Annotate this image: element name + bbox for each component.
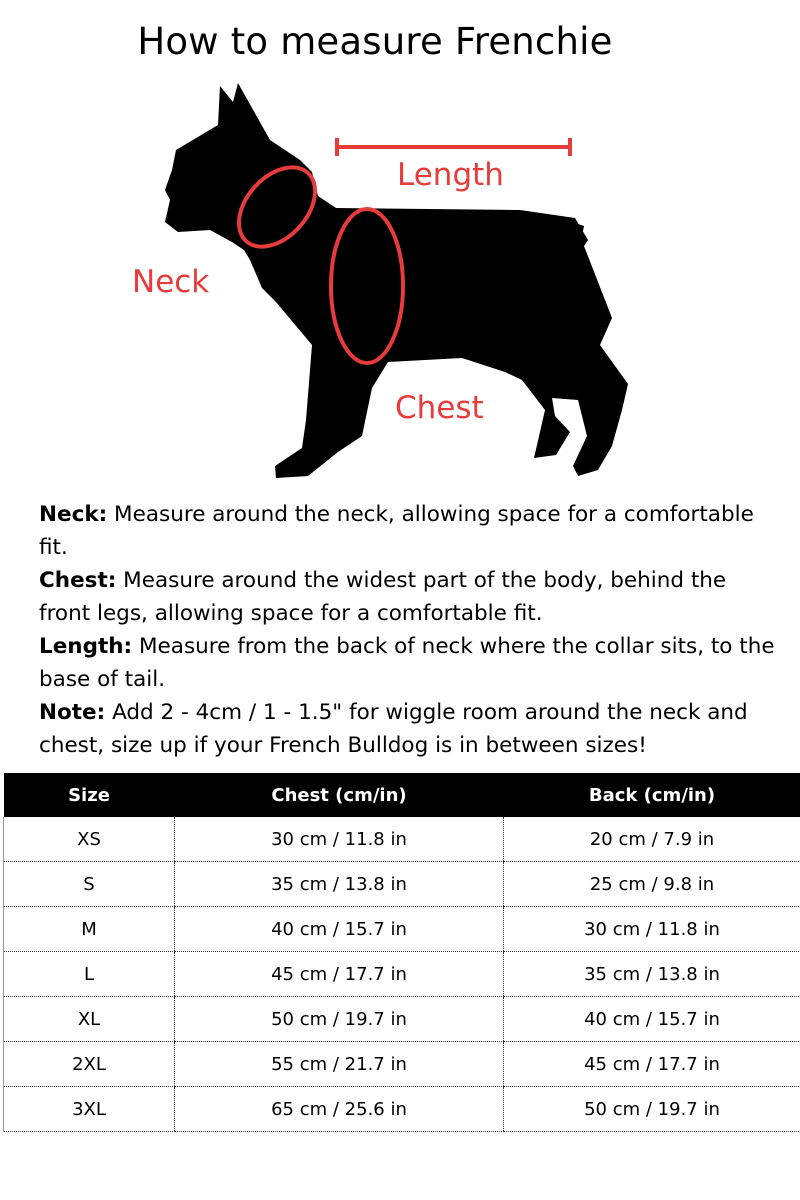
chest-cell: 30 cm / 11.8 in: [175, 817, 504, 862]
length-instruction: Length: Measure from the back of neck where the collar sits, to the base of tail.: [39, 634, 775, 692]
length-indicator: [337, 138, 570, 156]
chest-cell: 65 cm / 25.6 in: [175, 1087, 504, 1132]
chest-label: Chest: [395, 390, 484, 426]
size-cell: XS: [4, 817, 175, 862]
size-cell: 2XL: [4, 1042, 175, 1087]
header-back: Back (cm/in): [504, 773, 800, 817]
chest-cell: 50 cm / 19.7 in: [175, 997, 504, 1042]
size-cell: XL: [4, 997, 175, 1042]
header-chest: Chest (cm/in): [175, 773, 504, 817]
back-cell: 50 cm / 19.7 in: [504, 1087, 800, 1132]
chest-cell: 35 cm / 13.8 in: [175, 862, 504, 907]
table-row: [4, 817, 800, 862]
table-row: [4, 997, 800, 1042]
table-row: [4, 1087, 800, 1132]
size-cell: 3XL: [4, 1087, 175, 1132]
chest-cell: 40 cm / 15.7 in: [175, 907, 504, 952]
back-cell: 40 cm / 15.7 in: [504, 997, 800, 1042]
table-row: [4, 907, 800, 952]
length-label: Length: [397, 157, 504, 193]
chest-cell: 55 cm / 21.7 in: [175, 1042, 504, 1087]
table-row: [4, 862, 800, 907]
measurement-instructions: [39, 498, 779, 762]
neck-instruction: Neck: Measure around the neck, allowing space for a comfortable fit.: [39, 502, 754, 560]
size-cell: M: [4, 907, 175, 952]
chest-instruction: Chest: Measure around the widest part of the body, behind the front legs, allowing space for a comfortable fit.: [39, 568, 727, 626]
header-size: Size: [4, 773, 175, 817]
neck-label: Neck: [132, 264, 210, 300]
back-cell: 20 cm / 7.9 in: [504, 817, 800, 862]
table-header-row: [4, 773, 800, 817]
back-cell: 30 cm / 11.8 in: [504, 907, 800, 952]
size-cell: L: [4, 952, 175, 997]
size-cell: S: [4, 862, 175, 907]
table-row: [4, 952, 800, 997]
back-cell: 45 cm / 17.7 in: [504, 1042, 800, 1087]
back-cell: 35 cm / 13.8 in: [504, 952, 800, 997]
table-row: [4, 1042, 800, 1087]
size-chart-table: [3, 773, 800, 1132]
measurement-diagram: [0, 70, 800, 490]
chest-cell: 45 cm / 17.7 in: [175, 952, 504, 997]
back-cell: 25 cm / 9.8 in: [504, 862, 800, 907]
note-instruction: Note: Add 2 - 4cm / 1 - 1.5" for wiggle room around the neck and chest, size up if your French Bulldog is in between sizes!: [39, 700, 748, 758]
page-title: How to measure Frenchie: [137, 20, 613, 63]
